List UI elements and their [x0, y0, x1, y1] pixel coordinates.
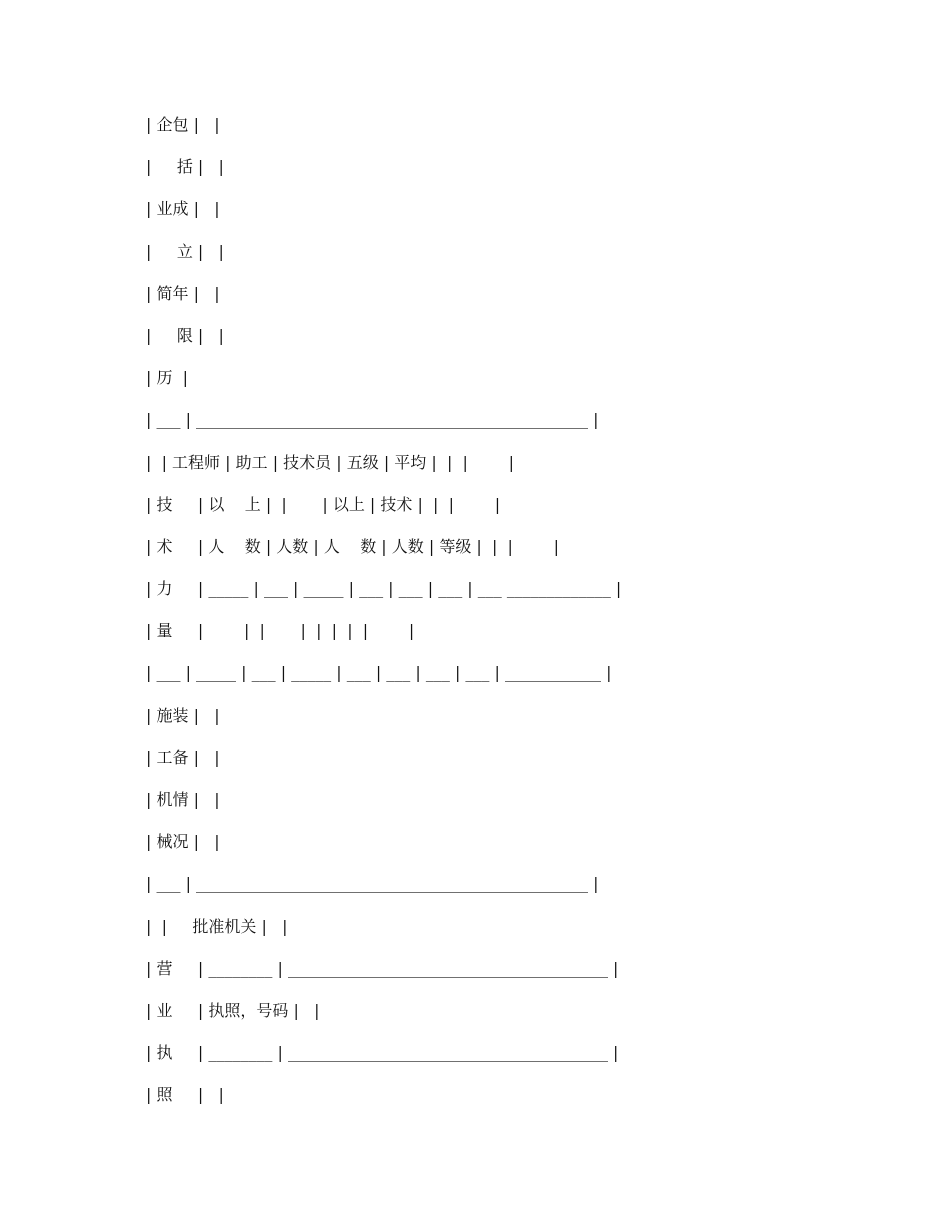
form-divider-line: | ___ | _________________________________________________ | — [146, 410, 599, 430]
tech-header-line: | | 工程师 | 助工 | 技术员 | 五级 | 平均 | | | | — [146, 452, 514, 472]
form-line: | 工备 | | — [146, 747, 220, 767]
tech-blank-line: | ___ | _____ | ___ | _____ | ___ | ___ | ___ | ___ | ____________ | — [146, 663, 612, 683]
form-line: | 械况 | | — [146, 832, 220, 852]
form-line: | 括 | | — [146, 157, 224, 177]
form-line: | 立 | | — [146, 241, 224, 261]
form-text-block — [146, 104, 906, 1117]
tech-header-line: | 技 | 以 上 | | | 以上 | 技术 | | | | — [146, 494, 501, 514]
form-line: | 历 | — [146, 368, 189, 388]
form-line: | 企包 | | — [146, 115, 220, 134]
form-line: | 照 | | — [146, 1085, 224, 1105]
form-line: | 简年 | | — [146, 283, 220, 303]
license-blank-line: | 执 | ________ | ________________________________________ | — [146, 1043, 619, 1063]
form-line: | 限 | | — [146, 325, 224, 345]
tech-blank-line: | 力 | _____ | ___ | _____ | ___ | ___ | ___ | ___ _____________ | — [146, 579, 622, 599]
form-line: | 施装 | | — [146, 705, 220, 725]
form-line: | 业成 | | — [146, 199, 220, 219]
license-blank-line: | 营 | ________ | ________________________________________ | — [146, 958, 619, 978]
tech-header-line: | 术 | 人 数 | 人数 | 人 数 | 人数 | 等级 | | | | — [146, 536, 560, 556]
tech-row-line: | 量 | | | | | | | | | — [146, 621, 415, 641]
form-line: | 业 | 执照，号码 | | — [146, 1000, 320, 1020]
form-line: | 机情 | | — [146, 790, 220, 809]
form-line: | | 批准机关 | | — [146, 916, 288, 936]
form-divider-line: | ___ | _________________________________________________ | — [146, 874, 599, 894]
